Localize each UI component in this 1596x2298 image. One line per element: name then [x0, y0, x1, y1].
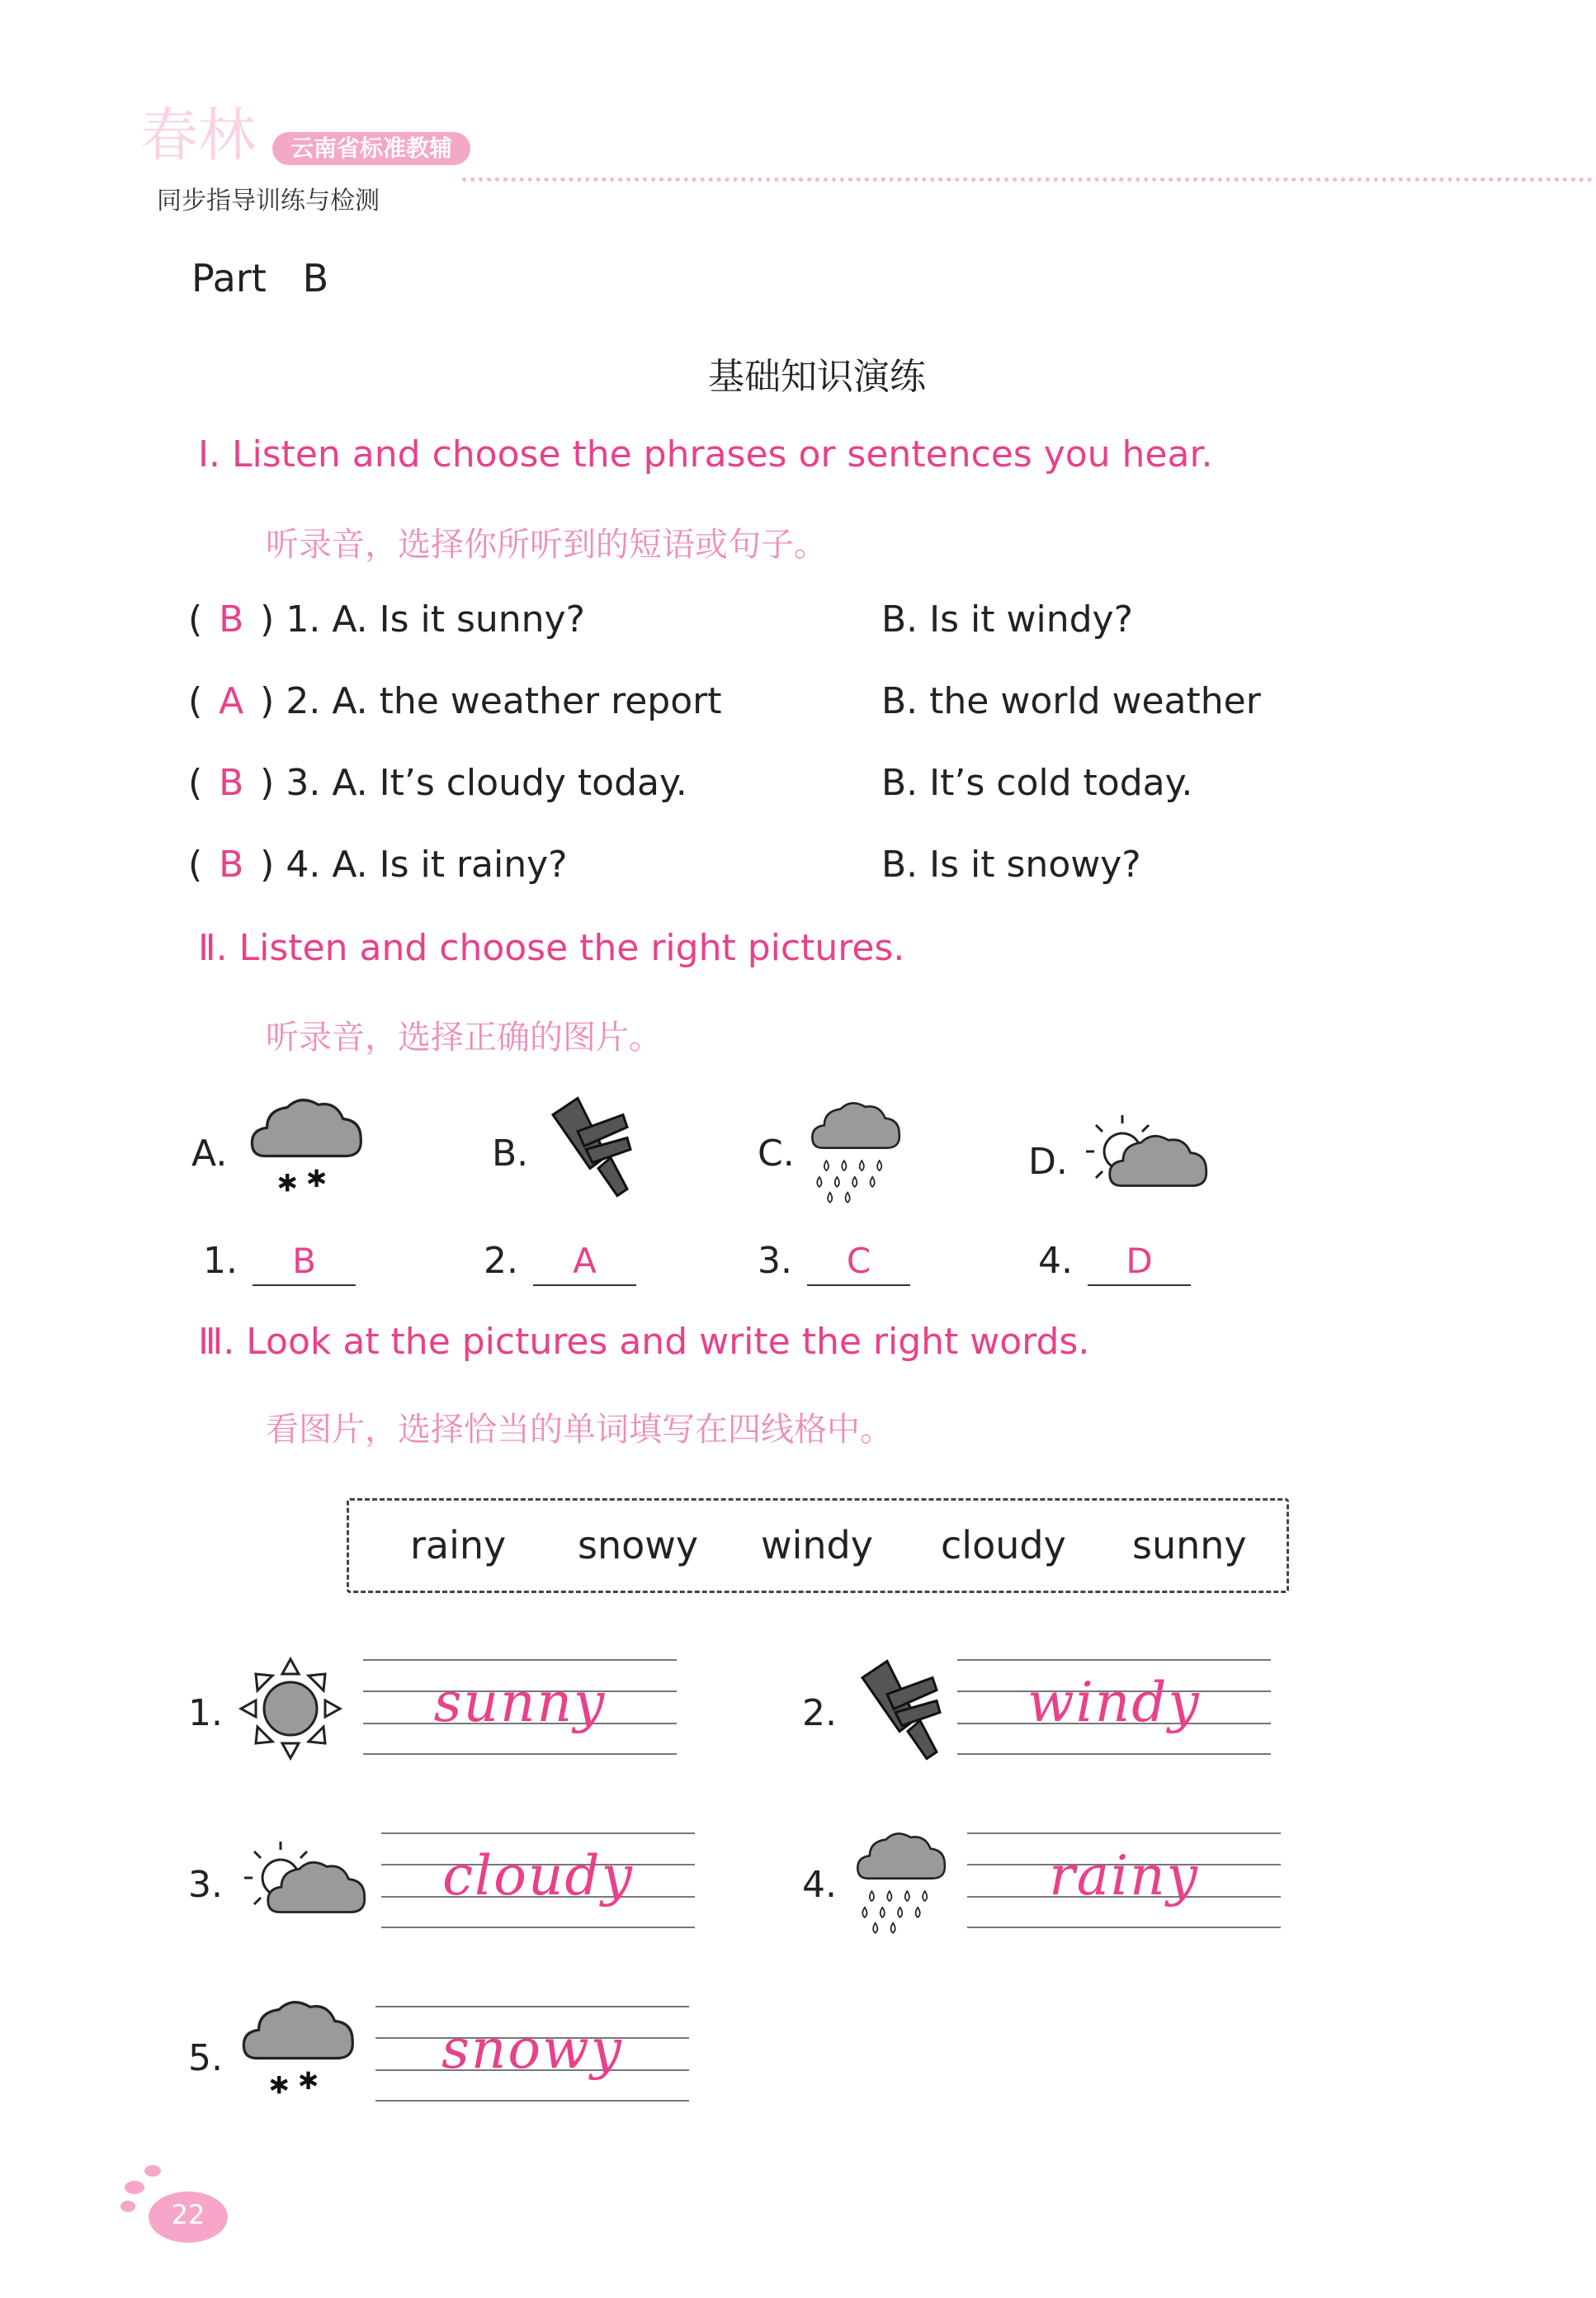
question-number: 2. [286, 680, 321, 722]
item5-answer: snowy [441, 2017, 623, 2081]
section1-cn: 听录音，选择你所听到的短语或句子。 [266, 526, 827, 564]
question-row [188, 598, 585, 641]
option-a-text: A. Is it sunny? [332, 598, 585, 641]
section2-heading: Ⅱ. Listen and choose the right pictures. [198, 927, 905, 969]
windsock-icon [545, 1096, 635, 1203]
option-a-text: A. the weather report [332, 680, 722, 722]
option-b-text: B. the world weather [881, 680, 1261, 722]
answer-blank [807, 1284, 910, 1286]
rainy-cloud-icon [854, 1828, 953, 1936]
item2-num: 2. [802, 1692, 837, 1734]
answer-number: 1. [203, 1240, 238, 1282]
word-bank-item: sunny [1132, 1523, 1247, 1567]
word-bank-item: windy [761, 1523, 873, 1567]
item1-num: 1. [188, 1692, 223, 1734]
answer-value: B [292, 1241, 316, 1281]
snowy-cloud-icon [239, 1996, 363, 2107]
svg-text:春: 春 [140, 102, 198, 169]
item5-num: 5. [188, 2037, 223, 2079]
answer-number: 4. [1038, 1240, 1073, 1282]
page-number: 22 [171, 2199, 205, 2230]
windsock-icon [854, 1659, 945, 1766]
option-a-text: A. Is it rainy? [332, 844, 568, 886]
paren-open: ( [188, 680, 203, 722]
paren-close: ) [260, 844, 286, 886]
item1-writing-lines [363, 1659, 677, 1755]
paren-open: ( [188, 598, 203, 641]
option-b-label: B. [492, 1132, 529, 1175]
paren-open: ( [188, 762, 203, 804]
answer-value: D [1126, 1241, 1153, 1281]
question-answer: B [219, 844, 244, 886]
answer-value: C [846, 1241, 871, 1281]
question-answer: B [219, 598, 244, 641]
answer-number: 3. [758, 1240, 792, 1282]
paren-close: ) [260, 680, 286, 722]
item2-writing-lines [957, 1659, 1271, 1755]
option-d-label: D. [1028, 1141, 1068, 1183]
item4-num: 4. [802, 1864, 837, 1906]
answer-value: A [573, 1241, 597, 1281]
question-row [188, 762, 687, 804]
answer-blank [533, 1284, 636, 1286]
item3-writing-lines [381, 1832, 695, 1928]
option-b-text: B. Is it windy? [881, 598, 1133, 641]
question-number: 3. [286, 762, 321, 804]
cloudy-sun-icon [1081, 1106, 1213, 1205]
item4-answer: rainy [1049, 1844, 1199, 1908]
paren-close: ) [260, 762, 286, 804]
question-number: 1. [286, 598, 321, 641]
word-bank-item: rainy [410, 1523, 507, 1567]
option-c-label: C. [758, 1132, 795, 1175]
paren-close: ) [260, 598, 286, 641]
section-title: 基础知识演练 [708, 356, 926, 398]
word-bank-item: cloudy [941, 1523, 1066, 1567]
option-b-text: B. It’s cold today. [881, 762, 1193, 804]
paren-open: ( [188, 844, 203, 886]
sun-icon [233, 1651, 348, 1766]
item4-writing-lines [967, 1832, 1281, 1928]
item5-writing-lines [375, 2006, 689, 2102]
item2-answer: windy [1027, 1671, 1201, 1734]
svg-text:林: 林 [198, 102, 256, 169]
question-answer: A [219, 680, 244, 722]
rainy-cloud-icon [809, 1098, 908, 1205]
answer-blank [253, 1284, 356, 1286]
section2-cn: 听录音，选择正确的图片。 [266, 1019, 662, 1057]
snowy-cloud-icon [248, 1094, 371, 1205]
question-number: 4. [286, 844, 321, 886]
answer-blank [1088, 1284, 1191, 1286]
section3-cn: 看图片，选择恰当的单词填写在四线格中。 [266, 1411, 893, 1449]
section1-heading: Ⅰ. Listen and choose the phrases or sentences you hear. [198, 433, 1213, 475]
question-row [188, 844, 568, 886]
option-b-text: B. Is it snowy? [881, 844, 1141, 886]
item3-answer: cloudy [442, 1844, 634, 1908]
item3-num: 3. [188, 1864, 223, 1906]
word-bank-item: snowy [578, 1523, 699, 1567]
section3-heading: Ⅲ. Look at the pictures and write the right words. [198, 1321, 1090, 1363]
header-logo-icon [140, 97, 264, 172]
question-answer: B [219, 762, 244, 804]
part-label: Part B [191, 256, 329, 300]
cloudy-sun-icon [239, 1832, 371, 1932]
question-row [188, 680, 722, 722]
header-subtitle: 同步指导训练与检测 [157, 187, 380, 215]
item1-answer: sunny [433, 1671, 607, 1734]
header-dotted-divider [462, 177, 1593, 182]
option-a-label: A. [191, 1132, 228, 1175]
option-a-text: A. It’s cloudy today. [332, 762, 687, 804]
header-series-badge: 云南省标准教辅 [272, 132, 470, 165]
answer-number: 2. [484, 1240, 518, 1282]
